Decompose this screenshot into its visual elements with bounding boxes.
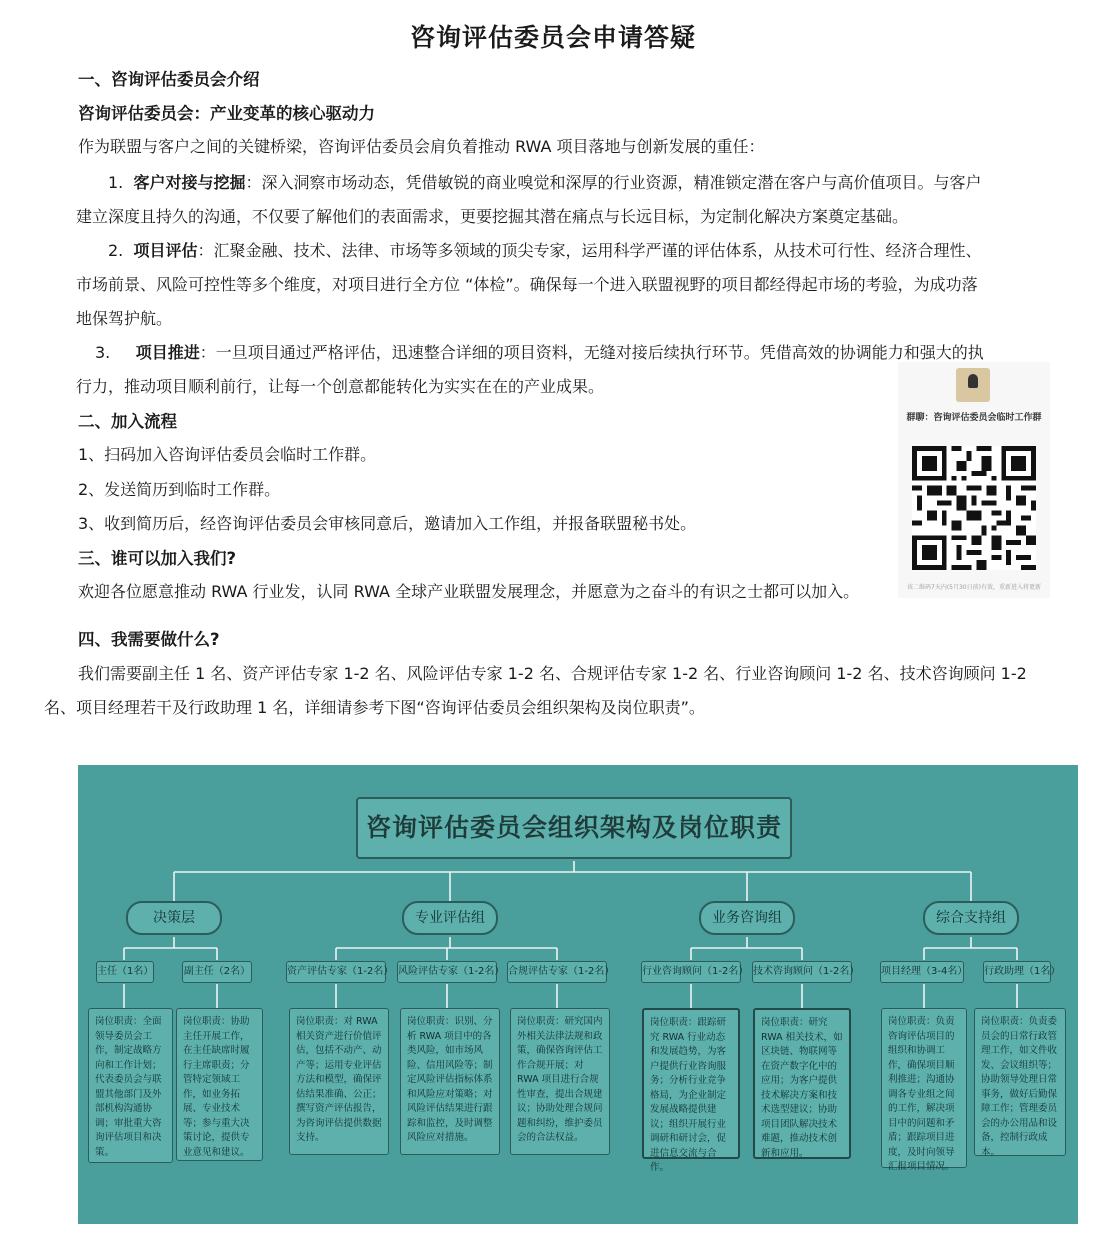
item-3-line-2: 行力，推动项目顺利前行，让每一个创意都能转化为实实在在的产业成果。 (76, 377, 605, 396)
section-1-subheading: 咨询评估委员会：产业变革的核心驱动力 (78, 104, 375, 123)
section-3-heading: 三、谁可以加入我们? (78, 549, 237, 568)
item-2-line-1 (108, 238, 981, 261)
item-1-text-1: ：深入洞察市场动态，凭借敏锐的商业嗅觉和深厚的行业资源，精准锁定潜在客户与高价值项目。与客户 (245, 173, 982, 192)
section-4-line-1: 我们需要副主任 1 名、资产评估专家 1-2 名、风险评估专家 1-2 名、合规评估专家 1-2 名、行业咨询顾问 1-2 名、技术咨询顾问 1-2 (78, 664, 1027, 683)
role-asset-evaluation-expert: 资产评估专家（1-2名） (286, 961, 386, 983)
item-1-keyword: 客户对接与挖掘 (133, 173, 246, 192)
duty-compliance-evaluation-expert: 岗位职责：研究国内外相关法律法规和政策，确保咨询评估工作合规开展；对 RWA 项目进行合规性审查，提出合规建议；协助处理合规问题和纠纷，维护委员会的合法权益。 (510, 1008, 610, 1155)
role-risk-evaluation-expert: 风险评估专家（1-2名） (397, 961, 497, 983)
item-1-number: 1. (108, 173, 124, 192)
section-3-text: 欢迎各位愿意推动 RWA 行业发，认同 RWA 全球产业联盟发展理念，并愿意为之奋斗的有识之士都可以加入。 (78, 582, 860, 601)
duty-industry-consultant: 岗位职责：跟踪研究 RWA 行业动态和发展趋势，为客户提供行业咨询服务；分析行业竞争格局，为企业制定发展战略提供建议；组织开展行业调研和研讨会，促进信息交流与合作。 (642, 1008, 740, 1159)
item-1-line-2: 建立深度且持久的沟通，不仅要了解他们的表面需求，更要挖掘其潜在痛点与长远目标，为定制化解决方案奠定基础。 (76, 207, 909, 226)
duty-technical-consultant: 岗位职责：研究 RWA 相关技术，如区块链、物联网等在资产数字化中的应用；为客户提供技术解决方案和技术选型建议；协助项目团队解决技术难题，推动技术创新和应用。 (753, 1008, 851, 1159)
qr-card[interactable] (898, 362, 1050, 598)
role-compliance-evaluation-expert: 合规评估专家（1-2名） (507, 961, 607, 983)
qr-caption: 群聊：咨询评估委员会临时工作群 (906, 413, 1042, 423)
role-director: 主任（1名） (96, 961, 154, 983)
item-3-number: 3. (95, 343, 111, 362)
section-4-heading: 四、我需要做什么? (78, 630, 220, 649)
role-industry-consultant: 行业咨询顾问（1-2名） (641, 961, 741, 983)
duty-risk-evaluation-expert: 岗位职责：识别、分析 RWA 项目中的各类风险，如市场风险、信用风险等；制定风险评估指标体系和风险应对策略；对风险评估结果进行跟踪和监控，及时调整风险应对措施。 (400, 1008, 500, 1155)
role-administrative-assistant: 行政助理（1名） (983, 961, 1051, 983)
item-1-line-1 (108, 170, 981, 193)
section-1-heading: 一、咨询评估委员会介绍 (78, 70, 260, 89)
duty-asset-evaluation-expert: 岗位职责：对 RWA 相关资产进行价值评估，包括不动产、动产等；运用专业评估方法和模型，确保评估结果准确、公正；撰写资产评估报告，为咨询评估提供数据支持。 (289, 1008, 389, 1155)
item-2-line-2: 市场前景、风险可控性等多个维度，对项目进行全方位 “体检”。确保每一个进入联盟视野的项目都经得起市场的考验，为成功落 (76, 275, 978, 294)
section-1-intro: 作为联盟与客户之间的关键桥梁，咨询评估委员会肩负着推动 RWA 项目落地与创新发展的重任： (78, 137, 765, 156)
item-2-keyword: 项目评估 (133, 241, 198, 260)
page-title: 咨询评估委员会申请答疑 (409, 23, 696, 52)
item-3-keyword: 项目推进 (135, 343, 200, 362)
join-step-2: 2、发送简历到临时工作群。 (78, 480, 281, 499)
division-general-support: 综合支持组 (923, 901, 1019, 935)
division-decision: 决策层 (126, 901, 222, 935)
duty-deputy-director: 岗位职责：协助主任开展工作，在主任缺席时履行主席职责；分管特定领域工作，如业务拓展、专业技术等；参与重大决策讨论，提供专业意见和建议。 (176, 1008, 263, 1161)
role-deputy-director: 副主任（2名） (182, 961, 252, 983)
division-professional-evaluation: 专业评估组 (402, 901, 498, 935)
duty-project-manager: 岗位职责：负责咨询评估项目的组织和协调工作，确保项目顺利推进；沟通协调各专业组之间的工作，解决项目中的问题和矛盾；跟踪项目进度，及时向领导汇报项目情况。 (881, 1008, 967, 1168)
duty-administrative-assistant: 岗位职责：负责委员会的日常行政管理工作，如文件收发、会议组织等；协助领导处理日常事务，做好后勤保障工作；管理委员会的办公用品和设备，控制行政成本。 (974, 1008, 1066, 1156)
org-chart (78, 765, 1078, 1224)
qr-code[interactable] (912, 446, 1036, 570)
role-project-manager: 项目经理（3-4名） (880, 961, 964, 983)
section-4-line-2: 名、项目经理若干及行政助理 1 名，详细请参考下图“咨询评估委员会组织架构及岗位职责”。 (44, 698, 705, 717)
group-avatar (956, 368, 990, 402)
join-step-3: 3、收到简历后，经咨询评估委员会审核同意后，邀请加入工作组，并报备联盟秘书处。 (78, 514, 697, 533)
role-technical-consultant: 技术咨询顾问（1-2名） (752, 961, 852, 983)
division-business-consulting: 业务咨询组 (699, 901, 795, 935)
section-2-heading: 二、加入流程 (78, 412, 177, 431)
item-3-line-1 (95, 340, 984, 363)
item-2-line-3: 地保驾护航。 (76, 309, 173, 328)
item-2-text-1: ：汇聚金融、技术、法律、市场等多领域的顶尖专家，运用科学严谨的评估体系，从技术可行性、经济合理性、 (197, 241, 982, 260)
join-step-1: 1、扫码加入咨询评估委员会临时工作群。 (78, 445, 377, 464)
item-2-number: 2. (108, 241, 124, 260)
duty-director: 岗位职责：全面领导委员会工作，制定战略方向和工作计划；代表委员会与联盟其他部门及外部机构沟通协调；审批重大咨询评估项目和决策。 (88, 1008, 173, 1163)
org-chart-title: 咨询评估委员会组织架构及岗位职责 (356, 797, 792, 859)
qr-footer: 该二维码7天内(5月30日前)有效，重新进入将更新 (907, 584, 1041, 591)
item-3-text-1: ：一旦项目通过严格评估，迅速整合详细的项目资料，无缝对接后续执行环节。凭借高效的协调能力和强大的执 (199, 343, 984, 362)
